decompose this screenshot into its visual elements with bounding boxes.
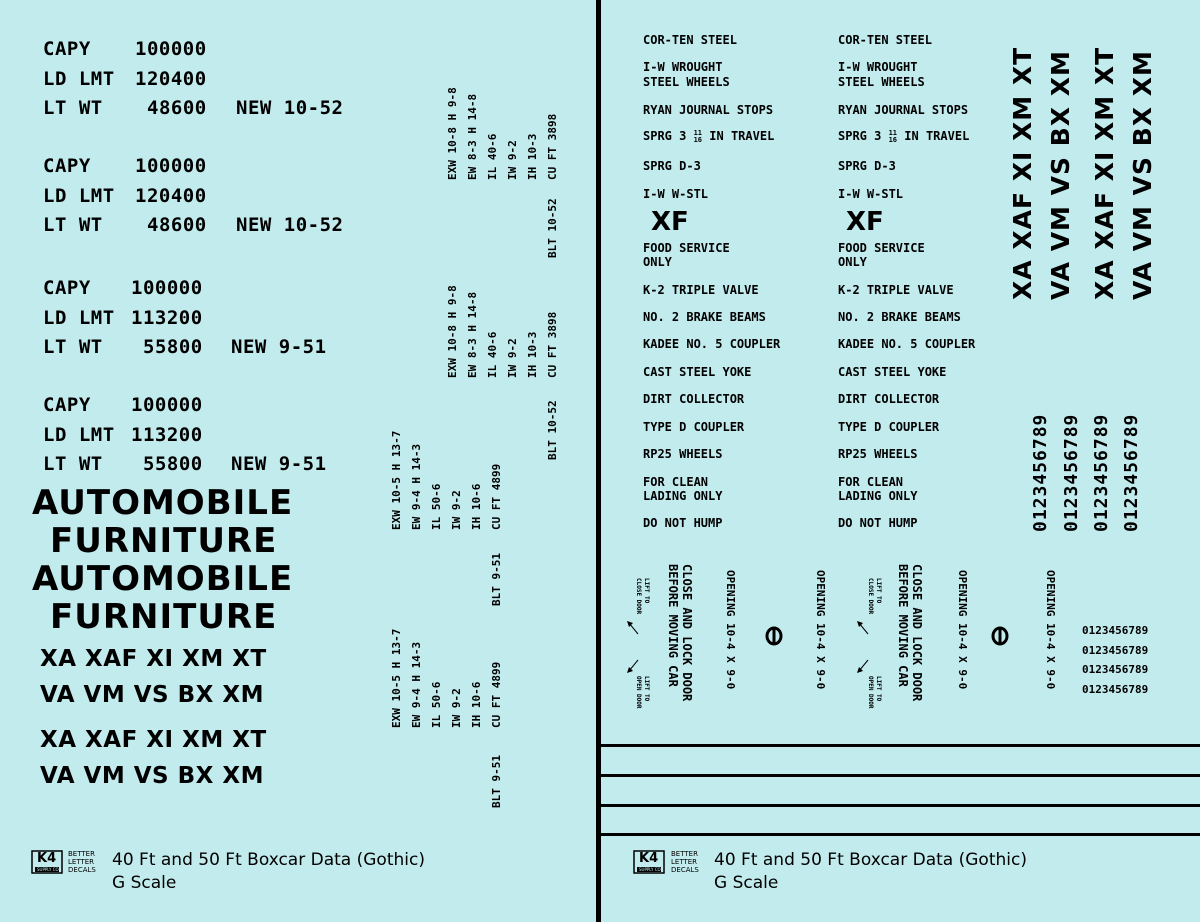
new-date: NEW 9-51	[231, 336, 327, 358]
furniture-label-2: FURNITURE	[50, 597, 278, 637]
small-digits-4: 0123456789	[1082, 683, 1149, 696]
small-digits-3: 0123456789	[1082, 663, 1149, 676]
vertical-reporting-va-2: VA VM VS BX XM	[1128, 50, 1157, 300]
opening-label: OPENING 10-4 X 9-0	[724, 570, 737, 690]
opening-label-4: OPENING 10-4 X 9-0	[1044, 570, 1057, 690]
ld-lmt-value: 120400	[135, 68, 207, 90]
sprg-d3-label: SPRG D-3	[643, 159, 701, 173]
dirt-collector-label: DIRT COLLECTOR	[643, 392, 745, 406]
dim-iw: IW 9-2	[450, 490, 463, 530]
rp25-label: RP25 WHEELS	[643, 447, 723, 461]
better-letter-decals	[671, 850, 699, 874]
dim-ih: IH 10-3	[526, 331, 539, 378]
iw-wstl-label: I-W W-STL	[838, 187, 904, 201]
type-d-coupler-label: TYPE D COUPLER	[643, 420, 745, 434]
dim-il: IL 50-6	[430, 483, 443, 530]
capy-block-4	[43, 394, 383, 484]
lt-wt-value: 48600	[147, 97, 207, 119]
stencil-column-2	[838, 33, 1018, 533]
wrought-label-1: I-W WROUGHT	[643, 60, 723, 74]
lt-wt-label: LT WT	[43, 97, 103, 119]
kadee-label: KADEE NO. 5 COUPLER	[643, 337, 781, 351]
dim-ew: EW 9-4 H 14-3	[410, 641, 423, 728]
capy-label: CAPY	[43, 38, 91, 60]
tag-line: LETTER	[671, 858, 698, 866]
arrow-up-left-icon	[626, 620, 640, 636]
dim-ih: IH 10-6	[470, 483, 483, 530]
corten-label: COR-TEN STEEL	[643, 33, 737, 47]
arrow-down-left-icon	[626, 658, 640, 674]
sheet-title: 40 Ft and 50 Ft Boxcar Data (Gothic)	[112, 850, 425, 870]
tag-line: DECALS	[68, 866, 96, 874]
logo-subtext: SUPPLY CO.	[37, 867, 60, 872]
ryan-label: RYAN JOURNAL STOPS	[838, 103, 969, 117]
dim-ew: EW 9-4 H 14-3	[410, 443, 423, 530]
capy-value: 100000	[135, 155, 207, 177]
better-letter-decals	[68, 850, 96, 874]
reporting-marks-xa-2: XA XAF XI XM XT	[40, 727, 267, 753]
vertical-digits-1: 0123456789	[1030, 413, 1051, 532]
stripe-4	[601, 833, 1200, 836]
dim-cuft: CU FT 3898	[546, 113, 559, 180]
new-date: NEW 10-52	[236, 214, 344, 236]
xf-label: XF	[846, 207, 884, 237]
food-service-label-1: FOOD SERVICE	[643, 241, 730, 255]
lift-close-label: LIFT TO CLOSE DOOR	[635, 578, 650, 615]
tag-line: BETTER	[671, 850, 698, 858]
capy-label: CAPY	[43, 277, 91, 299]
wrought-label-2: STEEL WHEELS	[643, 75, 730, 89]
vertical-digits-2: 0123456789	[1061, 413, 1082, 532]
dim-blt: BLT 10-52	[546, 400, 559, 460]
vertical-reporting-xa-2: XA XAF XI XM XT	[1090, 46, 1119, 300]
close-lock-label-2: CLOSE AND LOCK DOOR BEFORE MOVING CAR	[896, 564, 924, 702]
dim-cuft: CU FT 4899	[490, 661, 503, 728]
new-date: NEW 9-51	[231, 453, 327, 475]
sprg-travel-label: SPRG 3 11 16 IN TRAVEL	[838, 128, 970, 144]
tag-line: LETTER	[68, 858, 95, 866]
lt-wt-value: 55800	[143, 453, 203, 475]
stripe-3	[601, 804, 1200, 807]
lift-open-label-2: LIFT TO OPEN DOOR	[867, 676, 882, 709]
do-not-hump-label: DO NOT HUMP	[838, 516, 918, 530]
ld-lmt-label: LD LMT	[43, 307, 115, 329]
logo-text: K4	[639, 851, 659, 866]
clean-label-2: LADING ONLY	[838, 489, 918, 503]
reporting-marks-va-1: VA VM VS BX XM	[40, 682, 265, 708]
new-date: NEW 10-52	[236, 97, 344, 119]
vertical-digits-3: 0123456789	[1091, 413, 1112, 532]
capy-block-2	[43, 155, 383, 245]
ryan-label: RYAN JOURNAL STOPS	[643, 103, 774, 117]
dim-il: IL 40-6	[486, 331, 499, 378]
dim-ew: EW 8-3 H 14-8	[466, 291, 479, 378]
do-not-hump-label: DO NOT HUMP	[643, 516, 723, 530]
sprg-travel-label: SPRG 3 11 16 IN TRAVEL	[643, 128, 775, 144]
dim-blt: BLT 9-51	[490, 755, 503, 808]
stencil-column-1	[643, 33, 823, 533]
capy-value: 100000	[131, 277, 203, 299]
logo-text: K4	[37, 851, 57, 866]
yoke-label: CAST STEEL YOKE	[643, 365, 752, 379]
clean-label-2: LADING ONLY	[643, 489, 723, 503]
close-lock-label: CLOSE AND LOCK DOOR BEFORE MOVING CAR	[666, 564, 694, 702]
clean-label-1: FOR CLEAN	[838, 475, 904, 489]
sheet-scale: G Scale	[112, 873, 177, 893]
dim-blt: BLT 9-51	[490, 553, 503, 606]
ld-lmt-label: LD LMT	[43, 68, 115, 90]
food-service-label-2: ONLY	[643, 255, 672, 269]
sheet-scale: G Scale	[714, 873, 779, 893]
dim-exw: EXW 10-8 H 9-8	[446, 87, 459, 180]
tag-line: DECALS	[671, 866, 699, 874]
sprg-d3-label: SPRG D-3	[838, 159, 896, 173]
dim-exw: EXW 10-5 H 13-7	[390, 430, 403, 530]
dim-exw: EXW 10-8 H 9-8	[446, 285, 459, 378]
dim-ih: IH 10-6	[470, 681, 483, 728]
vertical-digits-4: 0123456789	[1121, 413, 1142, 532]
stripe-1	[601, 744, 1200, 747]
k4-logo	[31, 850, 63, 874]
sheet-title: 40 Ft and 50 Ft Boxcar Data (Gothic)	[714, 850, 1027, 870]
capy-block-3	[43, 277, 383, 367]
reporting-marks-va-2: VA VM VS BX XM	[40, 763, 265, 789]
vertical-reporting-va-1: VA VM VS BX XM	[1046, 50, 1075, 300]
dim-blt: BLT 10-52	[546, 198, 559, 258]
brake-beams-label: NO. 2 BRAKE BEAMS	[643, 310, 766, 324]
capy-value: 100000	[135, 38, 207, 60]
wrought-label-1: I-W WROUGHT	[838, 60, 918, 74]
corten-label: COR-TEN STEEL	[838, 33, 932, 47]
small-digits-2: 0123456789	[1082, 644, 1149, 657]
automobile-label-1: AUTOMOBILE	[32, 483, 294, 523]
ld-lmt-value: 120400	[135, 185, 207, 207]
door-stop-icon	[764, 626, 784, 646]
lt-wt-label: LT WT	[43, 336, 103, 358]
dim-iw: IW 9-2	[506, 140, 519, 180]
vertical-reporting-xa-1: XA XAF XI XM XT	[1008, 46, 1037, 300]
logo-subtext: SUPPLY CO.	[639, 867, 662, 872]
rp25-label: RP25 WHEELS	[838, 447, 918, 461]
kadee-label: KADEE NO. 5 COUPLER	[838, 337, 976, 351]
stripe-2	[601, 774, 1200, 777]
dim-iw: IW 9-2	[450, 688, 463, 728]
reporting-marks-xa-1: XA XAF XI XM XT	[40, 646, 267, 672]
wrought-label-2: STEEL WHEELS	[838, 75, 925, 89]
opening-label-2: OPENING 10-4 X 9-0	[814, 570, 827, 690]
lt-wt-value: 48600	[147, 214, 207, 236]
lt-wt-label: LT WT	[43, 214, 103, 236]
brake-beams-label: NO. 2 BRAKE BEAMS	[838, 310, 961, 324]
footer-title-left	[112, 849, 425, 895]
ld-lmt-label: LD LMT	[43, 424, 115, 446]
opening-label-3: OPENING 10-4 X 9-0	[956, 570, 969, 690]
sheet-divider	[596, 0, 601, 922]
arrow-down-left-icon	[856, 658, 870, 674]
dim-ew: EW 8-3 H 14-8	[466, 93, 479, 180]
food-service-label-2: ONLY	[838, 255, 867, 269]
iw-wstl-label: I-W W-STL	[643, 187, 709, 201]
tag-line: BETTER	[68, 850, 95, 858]
dim-il: IL 40-6	[486, 133, 499, 180]
type-d-coupler-label: TYPE D COUPLER	[838, 420, 940, 434]
small-digits-1: 0123456789	[1082, 624, 1149, 637]
k2-valve-label: K-2 TRIPLE VALVE	[643, 283, 759, 297]
dim-iw: IW 9-2	[506, 338, 519, 378]
dim-cuft: CU FT 3898	[546, 311, 559, 378]
ld-lmt-label: LD LMT	[43, 185, 115, 207]
ld-lmt-value: 113200	[131, 307, 203, 329]
dim-il: IL 50-6	[430, 681, 443, 728]
k2-valve-label: K-2 TRIPLE VALVE	[838, 283, 954, 297]
capy-block-1	[43, 38, 383, 128]
clean-label-1: FOR CLEAN	[643, 475, 709, 489]
capy-label: CAPY	[43, 394, 91, 416]
furniture-label-1: FURNITURE	[50, 521, 278, 561]
ld-lmt-value: 113200	[131, 424, 203, 446]
lift-open-label: LIFT TO OPEN DOOR	[635, 676, 650, 709]
dim-exw: EXW 10-5 H 13-7	[390, 628, 403, 728]
footer-title-right	[714, 849, 1027, 895]
capy-label: CAPY	[43, 155, 91, 177]
food-service-label-1: FOOD SERVICE	[838, 241, 925, 255]
lt-wt-label: LT WT	[43, 453, 103, 475]
lift-close-label-2: LIFT TO CLOSE DOOR	[867, 578, 882, 615]
capy-value: 100000	[131, 394, 203, 416]
dim-cuft: CU FT 4899	[490, 463, 503, 530]
k4-logo	[633, 850, 665, 874]
dim-ih: IH 10-3	[526, 133, 539, 180]
lt-wt-value: 55800	[143, 336, 203, 358]
yoke-label: CAST STEEL YOKE	[838, 365, 947, 379]
automobile-label-2: AUTOMOBILE	[32, 559, 294, 599]
arrow-up-left-icon	[856, 620, 870, 636]
door-stop-icon	[990, 626, 1010, 646]
dirt-collector-label: DIRT COLLECTOR	[838, 392, 940, 406]
xf-label: XF	[651, 207, 689, 237]
